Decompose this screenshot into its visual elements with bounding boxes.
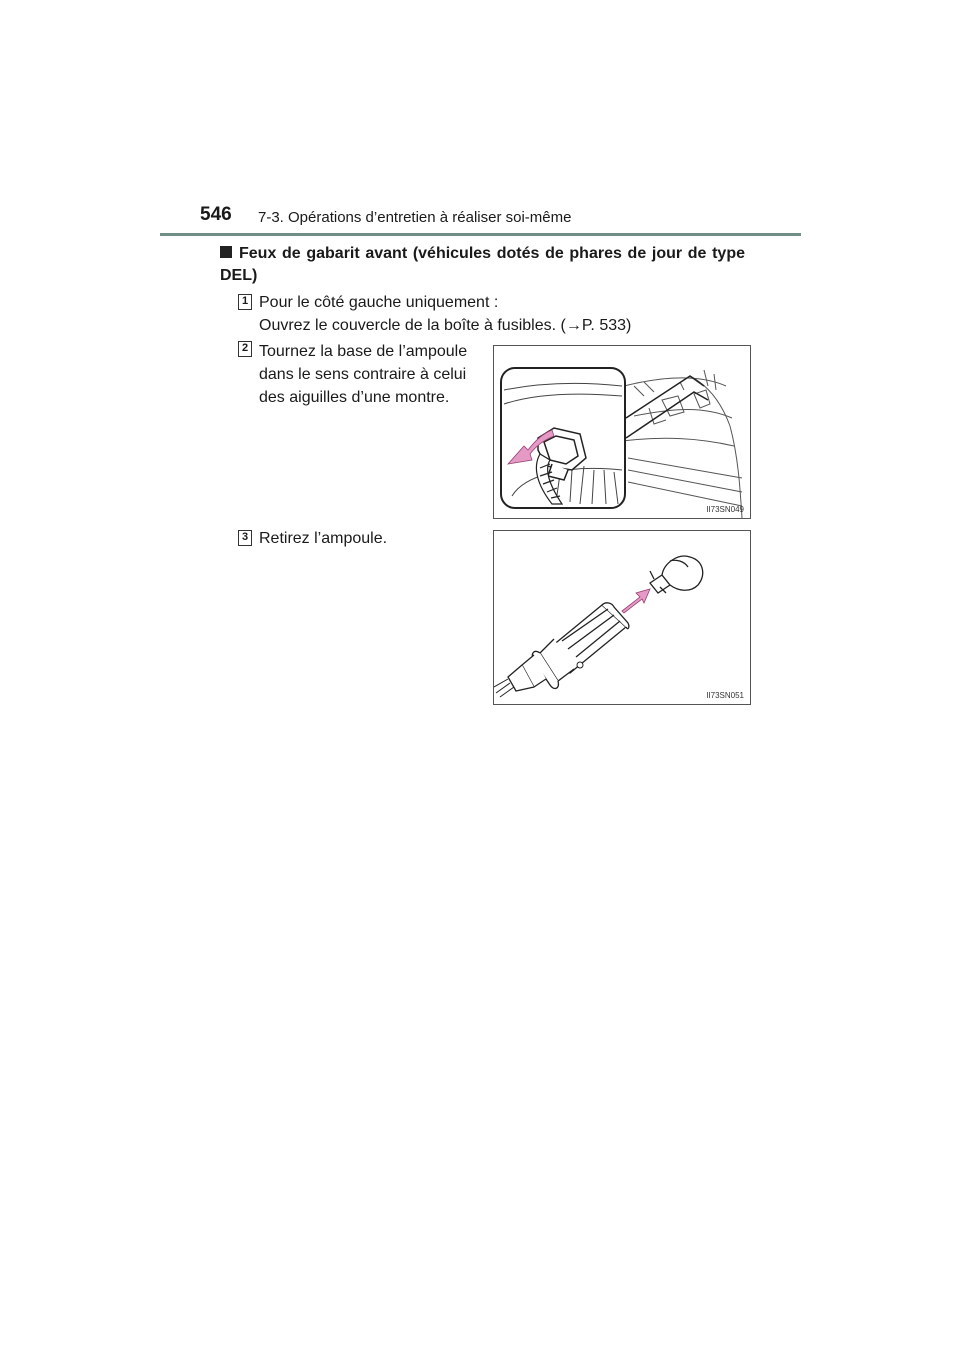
step-1-line-1: Pour le côté gauche uniquement :: [259, 294, 499, 311]
step-3-line-1: Retirez l’ampoule.: [259, 530, 388, 547]
section-heading: [220, 243, 745, 287]
figure-1-code: II73SN049: [706, 505, 744, 514]
header-rule: [160, 233, 801, 236]
step-2-line-2: dans le sens contraire à celui: [259, 366, 467, 383]
figure-bulb-base-rotation: [493, 345, 751, 519]
step-number-2: 2: [238, 341, 252, 357]
figure-2-code: II73SN051: [706, 691, 744, 700]
step-2-line-3: des aiguilles d’une montre.: [259, 389, 450, 406]
figure-bulb-removal: [493, 530, 751, 705]
step-2-line-1: Tournez la base de l’ampoule: [259, 343, 468, 360]
section-header-title: 7-3. Opérations d’entretien à réaliser soi-même: [258, 209, 572, 226]
bulb-removal-illustration: [494, 531, 750, 704]
section-heading-text: Feux de gabarit avant (véhicules dotés de phares de jour de type DEL): [220, 245, 745, 284]
page-number: 546: [200, 204, 232, 225]
step-1-line-2: Ouvrez le couvercle de la boîte à fusibles. (→P. 533): [259, 317, 632, 334]
engine-bay-illustration: [494, 346, 750, 518]
removal-arrow-icon: [622, 589, 650, 613]
step-number-3: 3: [238, 530, 252, 546]
square-bullet-icon: [220, 246, 232, 258]
step-number-1: 1: [238, 294, 252, 310]
